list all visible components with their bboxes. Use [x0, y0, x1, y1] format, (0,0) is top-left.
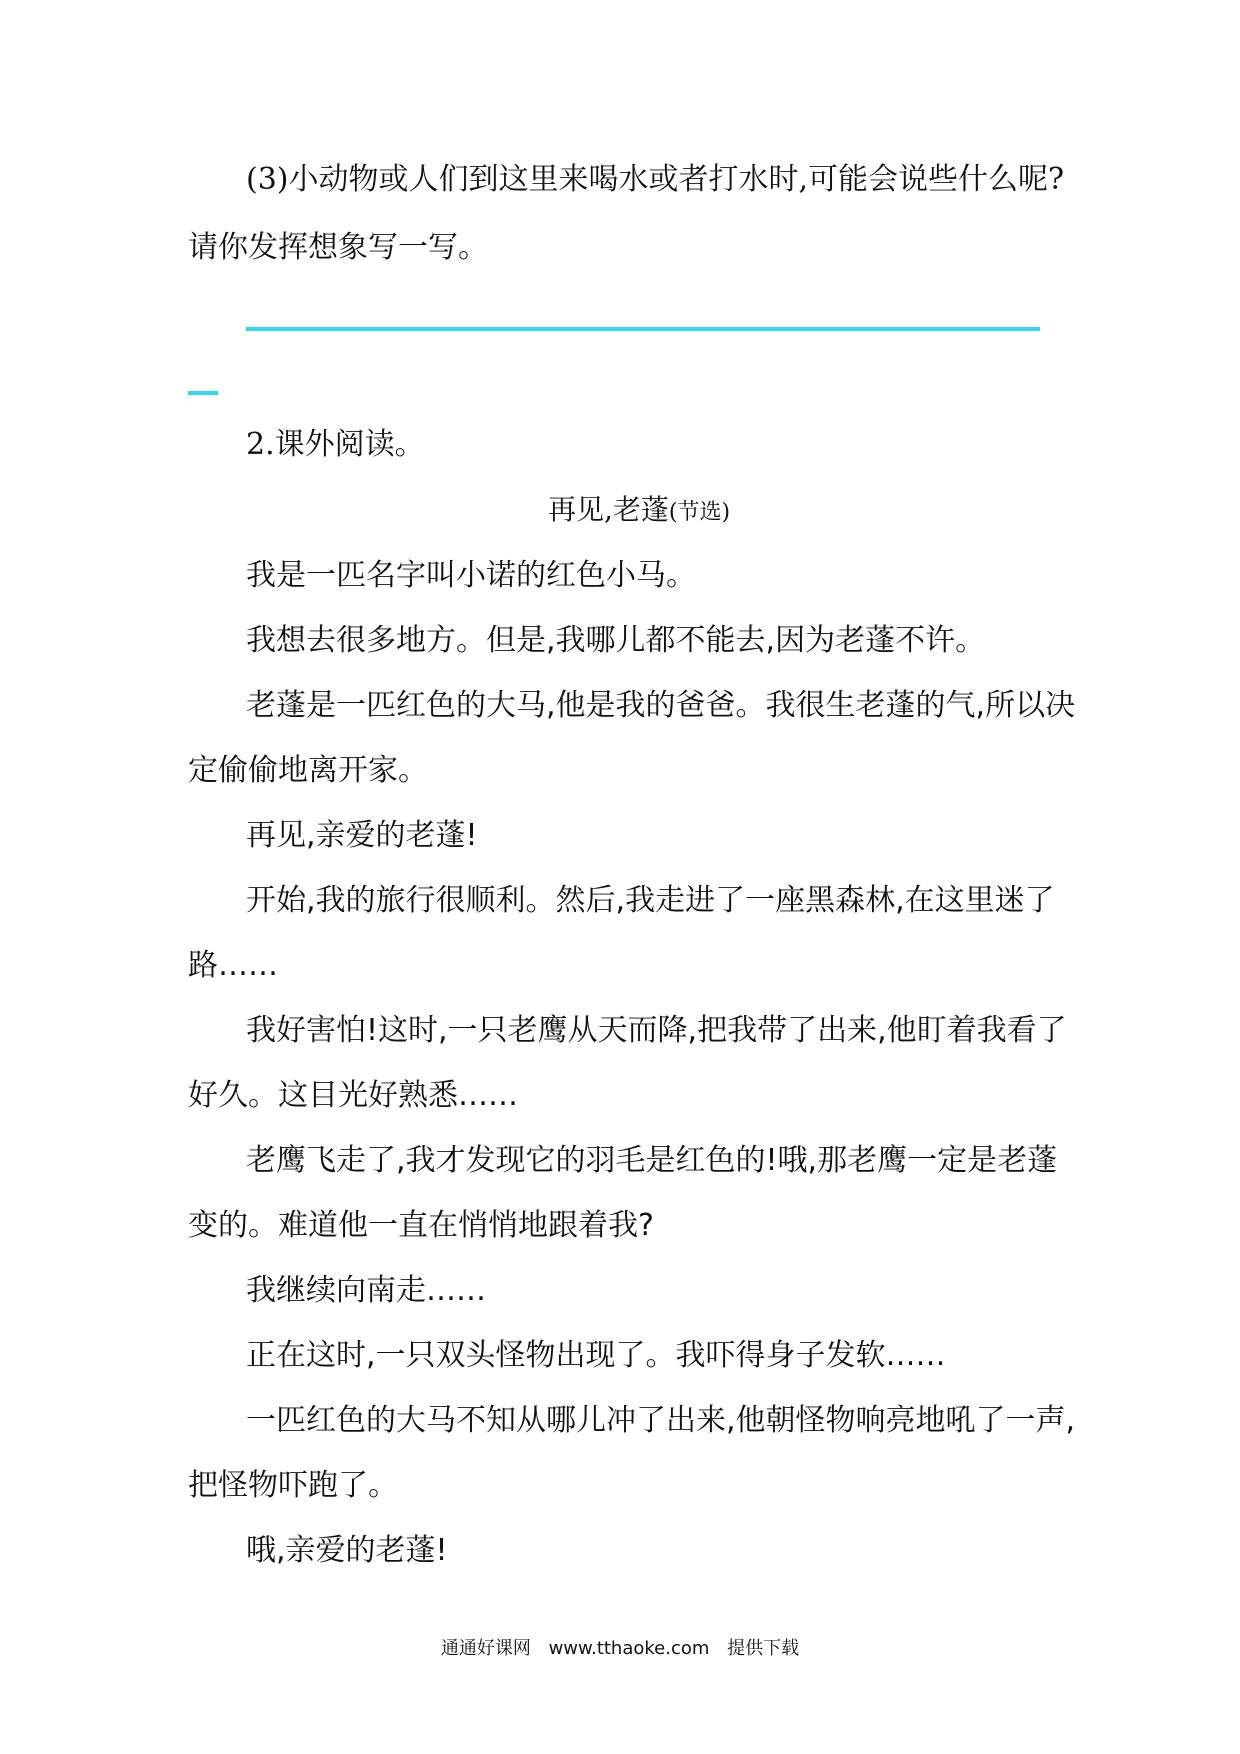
story-paragraph-5-line-2: 路…… [188, 948, 278, 983]
question-3-line-1: (3)小动物或人们到这里来喝水或者打水时,可能会说些什么呢? [246, 162, 1065, 197]
answer-line-1[interactable] [246, 327, 1040, 331]
story-paragraph-11: 哦,亲爱的老蓬! [246, 1533, 448, 1568]
question-3-line-2: 请你发挥想象写一写。 [188, 230, 488, 265]
answer-line-2[interactable] [188, 391, 218, 395]
story-title [548, 490, 730, 533]
footer-site-name: 通通好课网 [440, 1638, 531, 1659]
story-paragraph-2: 我想去很多地方。但是,我哪儿都不能去,因为老蓬不许。 [246, 623, 986, 658]
story-paragraph-10-line-2: 把怪物吓跑了。 [188, 1468, 398, 1503]
footer-url-link[interactable]: www.tthaoke.com [548, 1638, 710, 1659]
story-paragraph-9: 正在这时,一只双头怪物出现了。我吓得身子发软…… [246, 1338, 946, 1373]
story-paragraph-3-line-2: 定偷偷地离开家。 [188, 753, 428, 788]
story-paragraph-7-line-2: 变的。难道他一直在悄悄地跟着我? [188, 1208, 654, 1243]
story-paragraph-10-line-1: 一匹红色的大马不知从哪儿冲了出来,他朝怪物响亮地吼了一声, [246, 1403, 1076, 1438]
story-title-text: 再见,老蓬 [548, 493, 669, 526]
footer-suffix: 提供下载 [727, 1638, 800, 1659]
story-paragraph-5-line-1: 开始,我的旅行很顺利。然后,我走进了一座黑森林,在这里迷了 [246, 883, 1055, 918]
story-paragraph-8: 我继续向南走…… [246, 1273, 486, 1308]
section-2-heading: 2.课外阅读。 [246, 427, 425, 462]
story-paragraph-7-line-1: 老鹰飞走了,我才发现它的羽毛是红色的!哦,那老鹰一定是老蓬 [246, 1143, 1058, 1178]
story-paragraph-6-line-1: 我好害怕!这时,一只老鹰从天而降,把我带了出来,他盯着我看了 [246, 1013, 1067, 1048]
page-footer [0, 1636, 1240, 1662]
story-paragraph-3-line-1: 老蓬是一匹红色的大马,他是我的爸爸。我很生老蓬的气,所以决 [246, 688, 1076, 723]
story-paragraph-1: 我是一匹名字叫小诺的红色小马。 [246, 558, 696, 593]
story-paragraph-6-line-2: 好久。这目光好熟悉…… [188, 1078, 518, 1113]
story-paragraph-4: 再见,亲爱的老蓬! [246, 818, 478, 853]
story-title-note: (节选) [668, 500, 731, 525]
